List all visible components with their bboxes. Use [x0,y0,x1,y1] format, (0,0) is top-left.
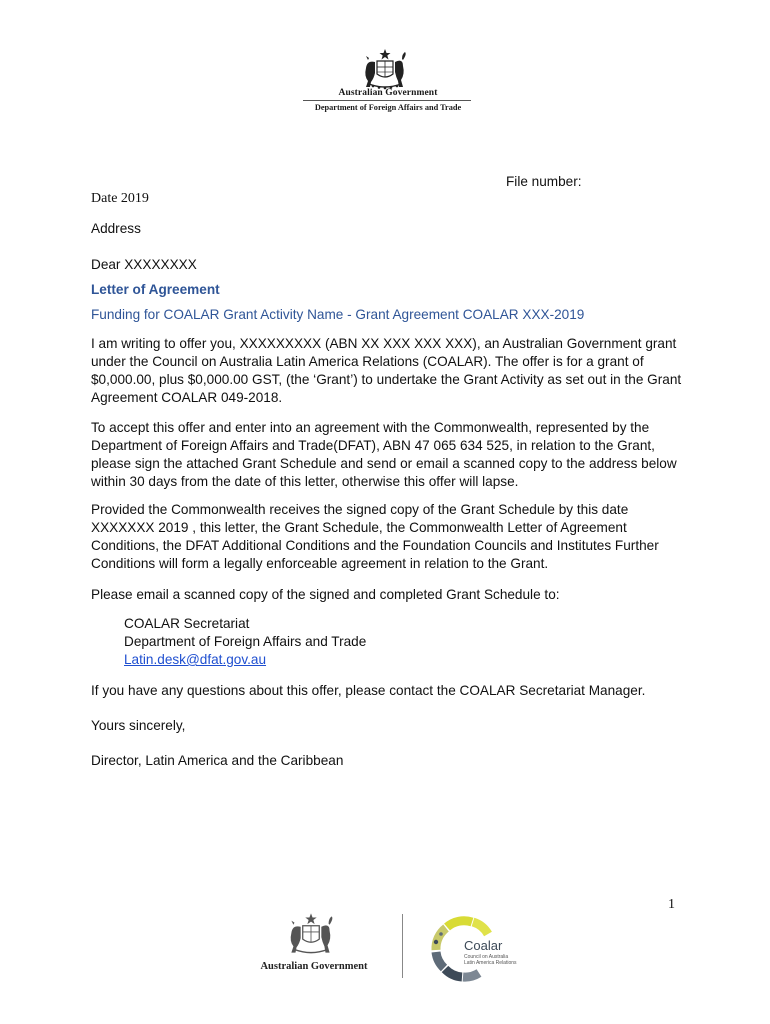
letter-heading: Letter of Agreement [91,282,220,297]
signatory: Director, Latin America and the Caribbean [91,753,344,768]
coalar-ring-logo [424,912,534,982]
header-government-name: Australian Government [338,88,438,98]
acceptance-paragraph: To accept this offer and enter into an agreement with the Commonwealth, represented by the Department of Foreign Affairs and Trade(DFAT), ABN 47 065 634 525, in relation to the Grant, please sign the attached Grant Schedule and send or email a scanned copy to the address below within 30 days from the date of this letter, otherwise this offer will lapse. [91,420,677,489]
conditions-paragraph: Provided the Commonwealth receives the signed copy of the Grant Schedule by this date XXXXXXX 2019 , this letter, the Grant Schedule, the Commonwealth Letter of Agreement Conditions, the DFAT Additional Conditions and the Foundation Councils and Institutes Further Conditions will form a legally enforceable agreement in relation to the Grant. [91,502,659,571]
header-department-name: Department of Foreign Affairs and Trade [314,103,462,112]
file-number-label: File number: [506,174,582,189]
footer-government-name: Australian Government [260,961,368,972]
contact-email-link[interactable]: Latin.desk@dfat.gov.au [124,652,267,667]
coalar-title: Coalar [464,938,503,953]
questions-paragraph: If you have any questions about this offer, please contact the COALAR Secretariat Manager. [91,683,646,698]
coalar-subtitle-2: Latin America Relations [464,960,517,966]
contact-block [124,615,366,669]
footer-divider [402,914,403,978]
coalar-subtitle-1: Council on Australia [464,954,509,960]
coat-of-arms-icon [280,912,342,956]
recipient-address: Address [91,221,141,236]
email-instructions-paragraph: Please email a scanned copy of the signed and completed Grant Schedule to: [91,587,560,602]
coat-of-arms-icon [355,48,415,90]
closing: Yours sincerely, [91,718,186,733]
letter-date: Date 2019 [91,191,149,206]
letter-subheading: Funding for COALAR Grant Activity Name - Grant Agreement COALAR XXX-2019 [91,307,585,322]
page-number: 1 [668,897,675,912]
contact-name: COALAR Secretariat [124,616,250,631]
header-divider [303,100,471,101]
salutation: Dear XXXXXXXX [91,257,197,272]
contact-department: Department of Foreign Affairs and Trade [124,634,367,649]
offer-paragraph: I am writing to offer you, XXXXXXXXX (ABN XX XXX XXX XXX), an Australian Government grant under the Council on Australia Latin America Relations (COALAR). The offer is for a grant of $0,000.00, plus $0,000.00 GST, (the ‘Grant’) to undertake the Grant Activity as set out in the Grant Agreement COALAR 049-2018. [91,336,682,405]
